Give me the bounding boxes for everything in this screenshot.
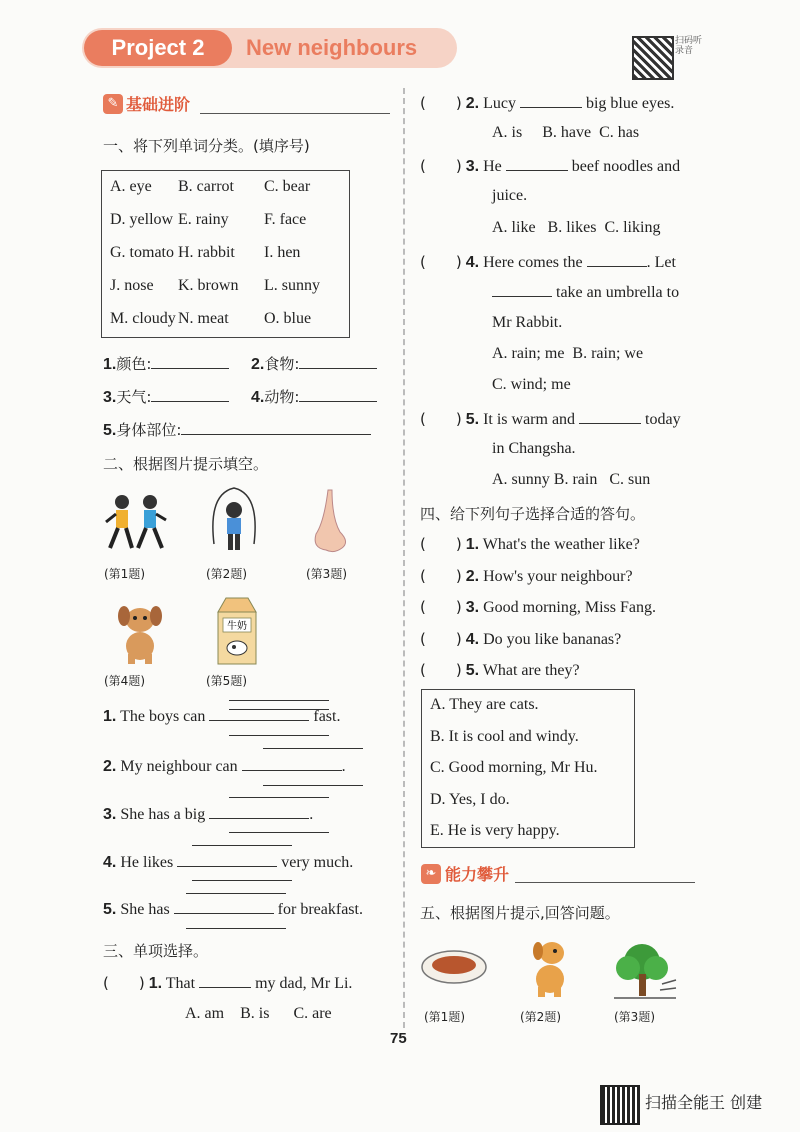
word-item: N. meat — [178, 310, 229, 327]
qr-code-icon — [632, 36, 674, 80]
word-item: D. yellow — [110, 211, 174, 228]
guide-line — [229, 700, 329, 701]
scanner-qr-icon — [600, 1085, 640, 1125]
dog-picture — [110, 598, 168, 664]
word-item: F. face — [264, 211, 307, 228]
guide-line — [229, 735, 329, 736]
category-weather: 3.天气: — [103, 386, 229, 407]
caption-q1: (第1题) — [104, 567, 145, 581]
banner-rule — [200, 113, 390, 114]
project-label: Project 2 — [84, 30, 232, 66]
caption-q2: (第2题) — [206, 567, 247, 581]
category-food: 2.食物: — [251, 353, 377, 374]
leaf-icon: ❧ — [421, 864, 441, 884]
pencil-icon: ✎ — [103, 94, 123, 114]
caption-q5: (第5题) — [206, 674, 247, 688]
answer-paren[interactable]: ( ) — [420, 661, 462, 679]
answer-paren[interactable]: ( ) — [420, 535, 462, 553]
q4-answer: C. Good morning, Mr Hu. — [430, 759, 598, 776]
column-divider — [403, 88, 405, 1028]
choice-5-options: A. sunny B. rain C. sun — [492, 471, 651, 488]
q4-answer: E. He is very happy. — [430, 822, 560, 839]
category-color: 1.颜色: — [103, 353, 229, 374]
word-item: C. bear — [264, 178, 311, 195]
q4-answer: B. It is cool and windy. — [430, 727, 579, 745]
q2-heading: 二、根据图片提示填空。 — [103, 455, 269, 473]
choice-4: ( ) 4. Here comes the . Let — [420, 253, 676, 271]
sentence-2: 2. My neighbour can . — [103, 758, 346, 775]
choice-2: ( ) 2. Lucy big blue eyes. — [420, 94, 675, 112]
word-item: K. brown — [178, 277, 239, 294]
q4-item: ( ) 1. What's the weather like? — [420, 535, 640, 553]
guide-line — [263, 785, 363, 786]
answer-paren[interactable]: ( ) — [420, 598, 462, 616]
choice-4-cont2: Mr Rabbit. — [492, 314, 563, 331]
page-number: 75 — [390, 1030, 407, 1047]
q5-caption-1: (第1题) — [424, 1010, 465, 1024]
running-boys-picture — [104, 490, 168, 556]
nose-picture — [310, 488, 350, 556]
milk-carton-picture — [214, 594, 260, 666]
sentence-3: 3. She has a big . — [103, 806, 314, 823]
word-item: A. eye — [110, 178, 152, 195]
dog-picture-2 — [524, 935, 576, 999]
caption-q3: (第3题) — [306, 567, 347, 581]
guide-line — [192, 845, 292, 846]
choice-4-options: A. rain; me B. rain; we — [492, 345, 644, 362]
section-banner-2: 能力攀升 — [445, 865, 510, 884]
answer-paren[interactable]: ( ) — [420, 629, 462, 648]
qr-caption: 扫码听录音 — [675, 36, 703, 56]
milk-label: 牛奶 — [227, 621, 247, 632]
word-item: L. sunny — [264, 277, 320, 294]
q4-heading: 四、给下列句子选择合适的答句。 — [420, 505, 646, 523]
word-item: G. tomato — [110, 244, 174, 261]
q5-heading: 五、根据图片提示,回答问题。 — [420, 904, 620, 922]
word-item: I. hen — [264, 244, 301, 261]
choice-3-options: A. like B. likes C. liking — [492, 219, 661, 236]
page-title: New neighbours — [246, 35, 418, 60]
guide-line — [192, 880, 292, 881]
q5-caption-3: (第3题) — [614, 1010, 655, 1024]
sentence-1: 1. The boys can fast. — [103, 708, 341, 725]
choice-5-cont: in Changsha. — [492, 440, 576, 457]
choice-4-option-c: C. wind; me — [492, 376, 571, 393]
q4-item: ( ) 2. How's your neighbour? — [420, 566, 633, 585]
choice-4-cont: take an umbrella to — [492, 284, 679, 302]
category-body: 5.身体部位: — [103, 419, 371, 440]
q5-caption-2: (第2题) — [520, 1010, 561, 1024]
answer-paren[interactable]: ( ) — [420, 566, 462, 585]
scanner-watermark: 扫描全能王 创建 — [645, 1093, 763, 1112]
word-item: H. rabbit — [178, 244, 235, 261]
choice-3: ( ) 3. He beef noodles and — [420, 157, 681, 175]
banner-rule-2 — [515, 882, 695, 883]
q4-answer: D. Yes, I do. — [430, 790, 510, 808]
word-item: E. rainy — [178, 211, 229, 228]
sentence-5: 5. She has for breakfast. — [103, 901, 363, 918]
guide-line — [229, 832, 329, 833]
word-item: M. cloudy — [110, 310, 176, 327]
guide-line — [229, 797, 329, 798]
choice-1: ( ) 1. That my dad, Mr Li. — [103, 974, 353, 992]
word-item: J. nose — [110, 277, 154, 294]
guide-line — [263, 748, 363, 749]
choice-2-options: A. is B. have C. has — [492, 124, 640, 141]
guide-line — [186, 893, 286, 894]
choice-5: ( ) 5. It is warm and today — [420, 410, 681, 428]
q3-heading: 三、单项选择。 — [103, 942, 209, 960]
q4-item: ( ) 5. What are they? — [420, 661, 580, 679]
choice-3-cont: juice. — [492, 187, 528, 204]
guide-line — [186, 928, 286, 929]
sentence-4: 4. He likes very much. — [103, 854, 354, 871]
q4-answer: A. They are cats. — [430, 696, 539, 713]
category-animal: 4.动物: — [251, 386, 377, 407]
section-banner: 基础进阶 — [126, 95, 191, 114]
q1-heading: 一、将下列单词分类。(填序号) — [103, 137, 310, 155]
q4-item: ( ) 4. Do you like bananas? — [420, 629, 622, 648]
choice-1-options: A. am B. is C. are — [185, 1005, 332, 1022]
caption-q4: (第4题) — [104, 674, 145, 688]
word-item: B. carrot — [178, 178, 234, 195]
q4-item: ( ) 3. Good morning, Miss Fang. — [420, 598, 656, 616]
word-item: O. blue — [264, 310, 312, 327]
food-plate-picture — [420, 945, 488, 985]
windy-tree-picture — [612, 940, 678, 1002]
skipping-boy-picture — [206, 484, 262, 558]
